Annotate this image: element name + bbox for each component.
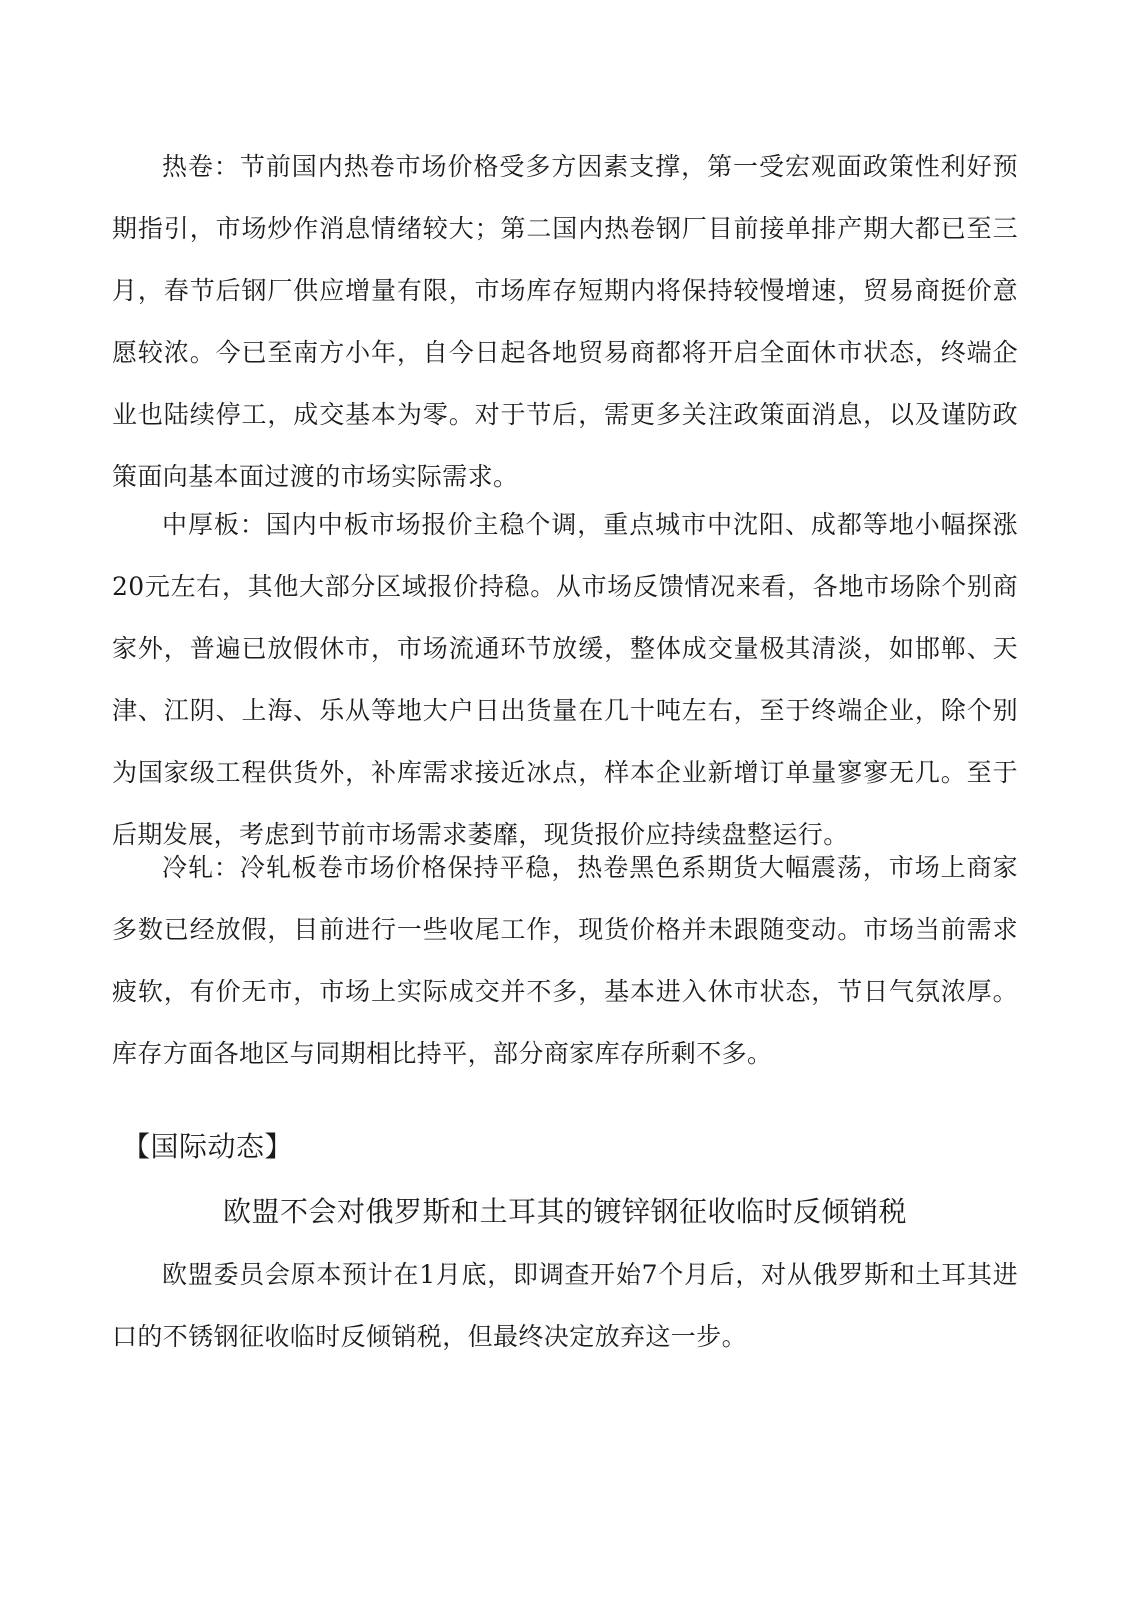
international-news-heading: 【国际动态】 [122,1130,294,1163]
medium-plate-paragraph: 中厚板：国内中板市场报价主稳个调，重点城市中沈阳、成都等地小幅探涨20元左右，其他大部分区域报价持稳。从市场反馈情况来看，各地市场除个别商家外，普遍已放假休市，市场流通环节放缓，整体成交量极其清淡，如邯郸、天津、江阴、上海、乐从等地大户日出货量在几十吨左右，至于终端企业，除个别为国家级工程供货外，补库需求接近冰点，样本企业新增订单量寥寥无几。至于后期发展，考虑到节前市场需求萎靡，现货报价应持续盘整运行。 [112,510,1018,849]
cold-rolled-paragraph: 冷轧：冷轧板卷市场价格保持平稳，热卷黑色系期货大幅震荡，市场上商家多数已经放假，目前进行一些收尾工作，现货价格并未跟随变动。市场当前需求疲软，有价无市，市场上实际成交并不多，基本进入休市状态，节日气氛浓厚。库存方面各地区与同期相比持平，部分商家库存所剩不多。 [112,853,1018,1068]
article-title: 欧盟不会对俄罗斯和土耳其的镀锌钢征收临时反倾销税 [222,1195,907,1228]
hot-rolled-paragraph: 热卷：节前国内热卷市场价格受多方因素支撑，第一受宏观面政策性利好预期指引，市场炒作消息情绪较大；第二国内热卷钢厂目前接单排产期大都已至三月，春节后钢厂供应增量有限，市场库存短期内将保持较慢增速，贸易商挺价意愿较浓。今已至南方小年，自今日起各地贸易商都将开启全面休市状态，终端企业也陆续停工，成交基本为零。对于节后，需更多关注政策面消息，以及谨防政策面向基本面过渡的市场实际需求。 [112,152,1018,491]
article-body-paragraph: 欧盟委员会原本预计在1月底，即调查开始7个月后，对从俄罗斯和土耳其进口的不锈钢征收临时反倾销税，但最终决定放弃这一步。 [112,1260,1018,1351]
